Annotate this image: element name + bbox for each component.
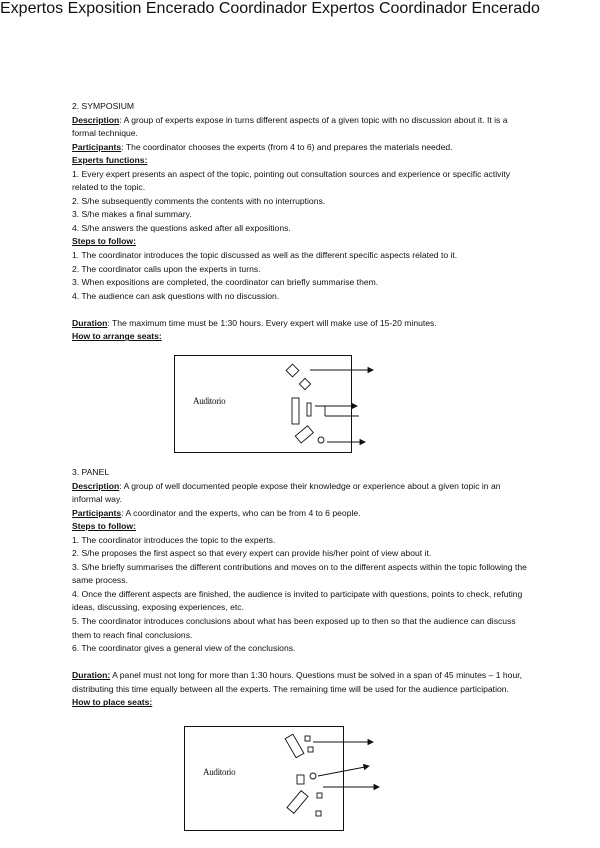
symposium-participants: Participants: The coordinator chooses the experts (from 4 to 6) and prepares the materials needed. [72,141,453,152]
steps-label: Steps to follow: [72,521,136,532]
arrow-line [318,767,365,776]
panel-seating-diagram [184,726,344,831]
steps-label: Steps to follow: [72,236,136,247]
function-item: 3. S/he makes a final summary. [72,209,192,220]
function-item: 1. Every expert presents an aspect of the topic, pointing out consultation sources and experience or specific activity related to the topic. [72,168,511,193]
label-coordinador: Coordinador [218,0,307,17]
symposium-seating-diagram [174,355,352,453]
step-item: 5. The coordinator introduces conclusions about what has been exposed up to then so that the audience can discuss them to reach final conclusions. [72,616,516,640]
coordinator-seat [318,437,324,443]
label-encerado: Encerado [471,0,540,17]
step-item: 2. The coordinator calls upon the experts in turns. [72,263,261,274]
step-item: 6. The coordinator gives a general view of the conclusions. [72,643,296,654]
arrow-head [374,785,379,790]
panel-diagram-shapes [185,727,343,830]
label-coordinador: Coordinador [378,0,467,17]
symposium-duration: Duration: The maximum time must be 1:30 hours. Every expert will make use of 15-20 minutes. [72,317,437,328]
participants-label: Participants [72,141,122,152]
expert-seat [308,747,313,752]
expert-seat [316,811,321,816]
seats-label: How to arrange seats: [72,331,162,342]
experts-functions-label: Experts functions: [72,155,148,166]
duration-label: Duration: [72,670,111,681]
label-expertos: Expertos [311,0,375,17]
panel-description: Description: A group of well documented people expose their knowledge or experience about a given topic in an informal way. [72,480,501,505]
arrow-head [364,765,370,770]
description-label: Description [72,114,120,125]
exposition-table [292,398,299,424]
step-item: 4. The audience can ask questions with no discussion. [72,290,280,301]
function-item: 2. S/he subsequently comments the contents with no interruptions. [72,195,326,206]
room-label: Auditorio [193,396,226,406]
step-item: 1. The coordinator introduces the topic discussed as well as the different specific aspects related to it. [72,250,458,261]
panel-section [72,466,532,710]
panel-heading: 3. PANEL [72,467,110,477]
participants-label: Participants [72,507,122,518]
step-item: 3. S/he briefly summarises the different contributions and moves on to the different aspects within the topic following the same process. [72,561,527,586]
panel-participants: Participants: A coordinator and the experts, who can be from 4 to 6 people. [72,507,361,518]
seats-label: How to place seats: [72,697,153,708]
arrow-head [368,368,373,373]
label-encerado: Encerado [145,0,215,17]
step-item: 3. When expositions are completed, the coordinator can briefly summarise them. [72,277,379,288]
expert-table [287,791,308,814]
arrow-head [368,740,373,745]
function-item: 4. S/he answers the questions asked after all expositions. [72,222,291,233]
room-label: Auditorio [203,767,236,777]
document-body [72,100,532,344]
expert-seat [317,793,322,798]
step-item: 1. The coordinator introduces the topic to the experts. [72,534,276,545]
expert-seat [305,736,310,741]
coordinator-seat [310,773,316,779]
symposium-heading: 2. SYMPOSIUM [72,101,135,111]
duration-label: Duration [72,317,108,328]
description-label: Description [72,480,120,491]
expert-seat [286,364,299,377]
panel-duration: Duration: A panel must not long for more than 1:30 hours. Questions must be solved in a span of 45 minutes – 1 hour, distributing this time equally between all the experts. The remaining time will be used for the audience participation. [72,670,522,694]
step-item: 4. Once the different aspects are finished, the audience is invited to participate with questions, points to check, refuting ideas, discussing, exposing experiences, etc. [72,588,523,613]
expert-seat [299,378,310,389]
label-exposition: Exposition [67,0,142,17]
arrow-head [360,440,365,445]
expert-table [285,734,304,758]
label-expertos: Expertos [0,0,64,17]
blackboard [297,775,304,784]
coordinator-table [295,426,313,443]
step-item: 2. S/he proposes the first aspect so that every expert can provide his/her point of view about it. [72,548,432,559]
symposium-description: Description: A group of experts expose in turns different aspects of a given topic with no discussion about it. It is a formal technique. [72,114,508,139]
blackboard [307,403,311,416]
symposium-diagram-shapes [175,356,351,452]
arrow-head [352,404,357,409]
